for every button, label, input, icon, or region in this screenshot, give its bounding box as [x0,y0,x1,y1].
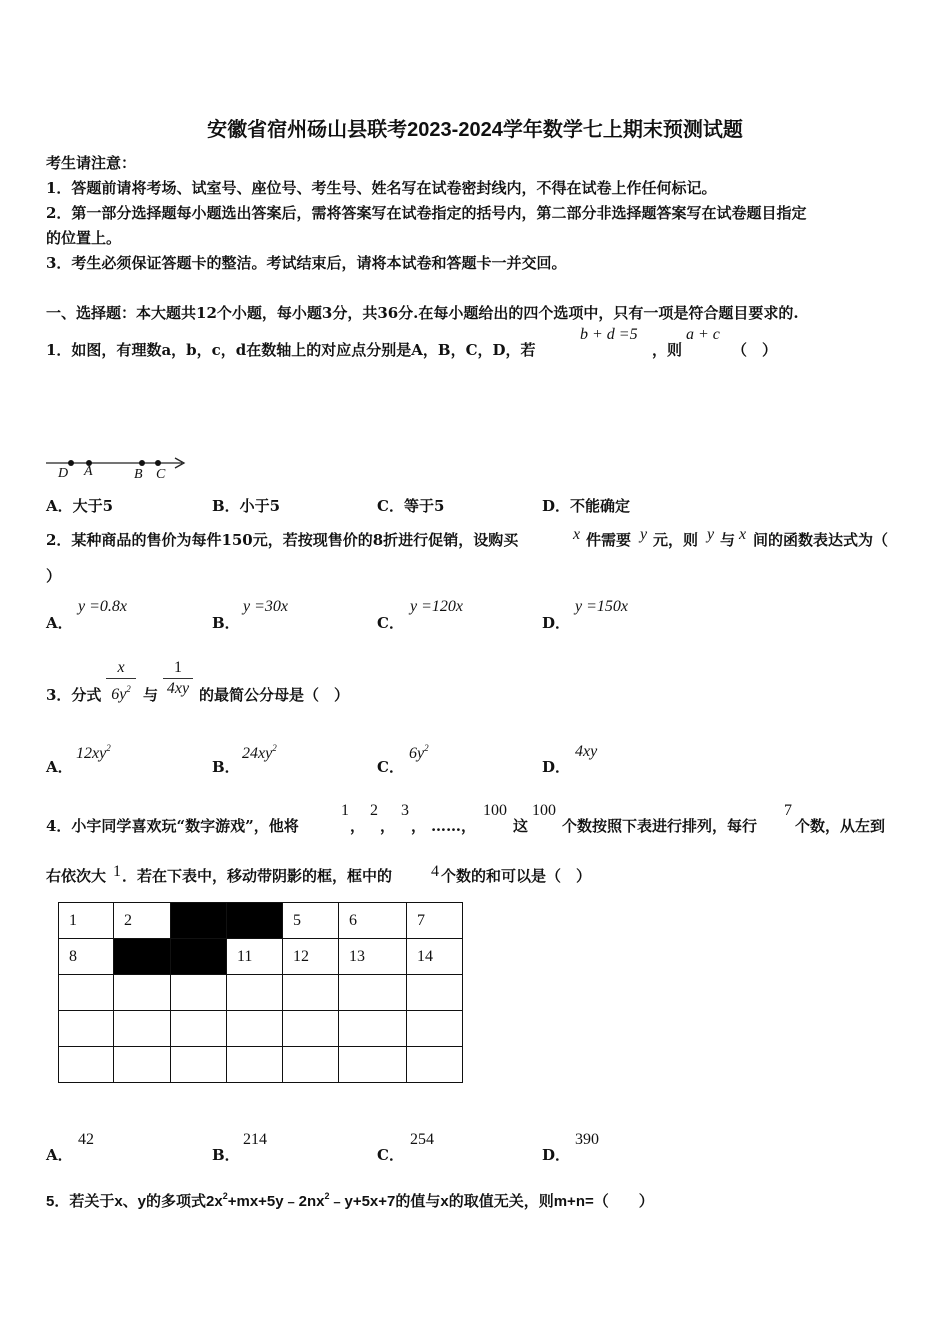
q4-num-100a: 100 [483,802,507,819]
q4-text-4: 个数，从左到 [795,817,886,835]
q3-option-b-base: 24xy [242,745,273,762]
q4-option-d: 390 [575,1131,599,1148]
grid-cell: 8 [59,939,114,975]
q1-option-c: C．等于5 [377,497,445,515]
q3-option-b [242,743,277,763]
shaded-cell[interactable] [227,903,283,939]
q4-text-2: 这 [513,817,529,835]
q4-line2-c: 个数的和可以是（ ） [441,867,592,885]
q5-exp-1: 2 [222,1191,228,1201]
q4-num-2: 2 [370,802,378,819]
q3-text-2: 与 [143,686,159,704]
q2-option-a: y =0.8x [78,598,127,615]
q4-dots: ……， [431,817,477,835]
q3-fraction-1 [105,658,137,705]
q3-frac2-numerator: 1 [174,659,182,676]
q2-text-5: 间的函数表达式为（ [753,531,889,549]
q3-option-c-exp: 2 [424,743,429,753]
q5-part-c: ﹣y+5x+7的值与x的取值无关，则m+n=（ ） [329,1193,654,1210]
grid-cell: 12 [283,939,339,975]
shaded-cell[interactable] [171,939,227,975]
q4-line2-a: 右依次大 [46,867,107,885]
q2-text-3: 元，则 [653,531,699,549]
notice-item-2a: 2．第一部分选择题每小题选出答案后，需将答案写在试卷指定的括号内，第二部分非选择题答案写在试卷题目指定 [46,204,807,222]
axis-label-b: B [134,467,143,482]
q4-comma-2: ， [380,817,396,835]
notice-item-3: 3．考生必须保证答题卡的整洁。考试结束后，请将本试卷和答题卡一并交回。 [46,254,567,272]
q4-label-a: A． [46,1146,73,1164]
q3-option-c [409,743,429,763]
shaded-cell[interactable] [114,939,171,975]
q2-text-1: 2．某种商品的售价为每件150元，若按现售价的8折进行促销，设购买 [46,531,519,549]
q3-option-a [76,743,111,763]
q4-num-100b: 100 [532,802,556,819]
axis-label-d: D [58,466,69,481]
q3-text-1: 3．分式 [46,686,102,704]
q3-option-a-base: 12xy [76,745,107,762]
q2-text-4: 与 [720,531,736,549]
q5-part-a: 5．若关于x、y的多项式2x [46,1193,223,1210]
q4-line2-b: ．若在下表中，移动带阴影的框，框中的 [122,867,393,885]
q3-label-d: D． [542,758,571,776]
q4-label-c: C． [377,1146,404,1164]
q1-option-d: D．不能确定 [542,497,631,515]
q4-line2-num-4: 4 [431,863,439,880]
q5-exp-2: 2 [324,1191,330,1201]
q3-fraction-2 [162,658,194,699]
q3-option-c-base: 6y [409,745,425,762]
q2-var-y-2: y [707,526,715,543]
q2-var-x: x [573,526,581,543]
grid-cell: 7 [407,903,463,939]
grid-cell: 2 [114,903,171,939]
q1-option-b: B．小于5 [212,497,281,515]
q2-var-y: y [640,526,648,543]
q4-comma-3: ， [411,817,427,835]
q3-frac1-denominator: 6y [111,686,127,703]
q4-option-a: 42 [78,1131,94,1148]
q2-option-c: y =120x [410,598,463,615]
q2-label-d: D． [542,614,571,632]
q3-label-a: A． [46,758,73,776]
number-grid [58,902,463,1083]
grid-row-1 [59,903,463,939]
grid-cell: 13 [339,939,407,975]
grid-cell: 1 [59,903,114,939]
q2-text-6: ） [46,567,62,585]
q4-label-b: B． [212,1146,240,1164]
grid-cell: 11 [227,939,283,975]
page-title: 安徽省宿州砀山县联考2023-2024学年数学七上期末预测试题 [207,119,743,141]
q3-option-d: 4xy [575,743,598,760]
q5-part-b: +mx+5y﹣2nx [227,1193,325,1210]
q1-text: 1．如图，有理数a，b，c，d在数轴上的对应点分别是A，B，C，D，若 [46,341,536,359]
q3-frac1-numerator: x [117,659,125,676]
q4-comma-1: ， [350,817,366,835]
q4-option-c: 254 [410,1131,434,1148]
shaded-cell[interactable] [171,903,227,939]
q2-option-d: y =150x [575,598,628,615]
q2-label-b: B． [212,614,240,632]
notice-item-1: 1．答题前请将考场、试室号、座位号、考生号、姓名写在试卷密封线内，不得在试卷上作任何标记。 [46,179,717,197]
q3-frac2-denominator: 4xy [166,680,190,697]
q3-option-a-exp: 2 [106,743,111,753]
q2-label-c: C． [377,614,404,632]
grid-cell: 5 [283,903,339,939]
q1-option-a: A．大于5 [46,497,114,515]
axis-label-c: C [156,467,166,482]
section-heading: 一、选择题：本大题共12个小题，每小题3分，共36分.在每小题给出的四个选项中，只有一项是符合题目要求的. [46,304,799,322]
grid-cell: 14 [407,939,463,975]
grid-cell: 6 [339,903,407,939]
grid-row-3 [59,975,463,1011]
q4-text-3: 个数按照下表进行排列，每行 [562,817,758,835]
q4-num-1: 1 [341,802,349,819]
q4-num-3: 3 [401,802,409,819]
q1-condition: b + d =5 [580,326,638,343]
q3-option-b-exp: 2 [272,743,277,753]
axis-label-a: A [84,464,93,479]
q4-label-d: D． [542,1146,571,1164]
q2-label-a: A． [46,614,73,632]
q3-text-3: 的最简公分母是（ ） [199,686,350,704]
q1-mid: ，则 [652,341,683,359]
q4-num-7: 7 [784,802,792,819]
q2-text-2: 件需要 [586,531,632,549]
q4-text-1: 4．小宇同学喜欢玩“数字游戏”，他将 [46,817,299,835]
q3-frac1-exponent: 2 [126,684,131,694]
q2-option-b: y =30x [243,598,288,615]
grid-row-5 [59,1047,463,1083]
q4-option-b: 214 [243,1131,267,1148]
q3-label-c: C． [377,758,404,776]
q3-label-b: B． [212,758,240,776]
q1-expression: a + c [686,326,720,343]
grid-row-2 [59,939,463,975]
q4-line2-num-1: 1 [113,863,121,880]
q5-text [46,1190,654,1211]
q1-paren: （ ） [732,341,778,359]
q2-var-x-2: x [739,526,747,543]
notice-item-2b: 的位置上。 [46,229,122,247]
notice-heading: 考生请注意： [46,154,137,172]
grid-row-4 [59,1011,463,1047]
